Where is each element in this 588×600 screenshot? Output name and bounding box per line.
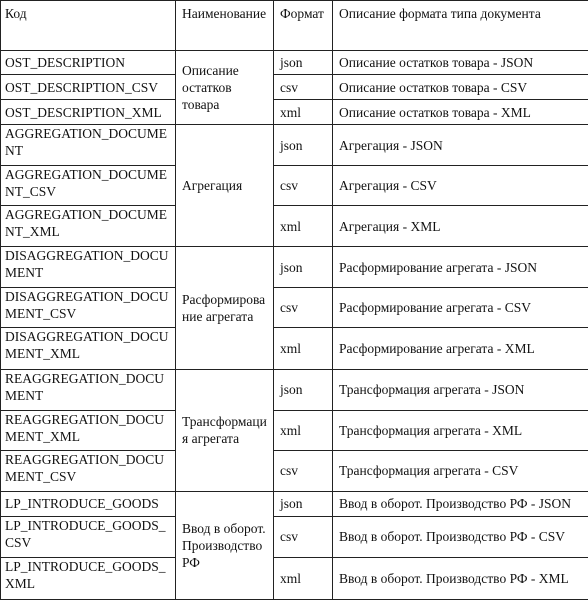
format-cell: json — [274, 247, 333, 288]
description-cell: Ввод в оборот. Производство РФ - XML — [333, 557, 588, 599]
format-cell: csv — [274, 75, 333, 100]
description-cell: Ввод в оборот. Производство РФ - CSV — [333, 516, 588, 557]
name-cell: Описание остатков товара — [176, 51, 274, 125]
code-cell: REAGGREGATION_DOCUMENT — [1, 369, 176, 410]
format-cell: csv — [274, 450, 333, 491]
code-cell: LP_INTRODUCE_GOODS — [1, 491, 176, 516]
format-cell: json — [274, 369, 333, 410]
name-cell: Агрегация — [176, 125, 274, 247]
description-cell: Трансформация агрегата - XML — [333, 410, 588, 450]
table-row — [1, 206, 588, 247]
code-cell: AGGREGATION_DOCUMENT — [1, 125, 176, 166]
name-cell: Ввод в оборот. Производство РФ — [176, 491, 274, 599]
format-cell: csv — [274, 516, 333, 557]
format-cell: json — [274, 491, 333, 516]
code-cell: LP_INTRODUCE_GOODS_CSV — [1, 516, 176, 557]
description-cell: Расформирование агрегата - XML — [333, 328, 588, 369]
header-row — [1, 1, 588, 51]
table-row — [1, 51, 588, 75]
description-cell: Описание остатков товара - XML — [333, 100, 588, 125]
code-cell: OST_DESCRIPTION_CSV — [1, 75, 176, 100]
description-cell: Описание остатков товара - JSON — [333, 51, 588, 75]
table-row — [1, 166, 588, 206]
description-cell: Агрегация - CSV — [333, 166, 588, 206]
format-cell: csv — [274, 166, 333, 206]
description-cell: Трансформация агрегата - CSV — [333, 450, 588, 491]
code-cell: DISAGGREGATION_DOCUMENT_CSV — [1, 288, 176, 328]
description-cell: Ввод в оборот. Производство РФ - JSON — [333, 491, 588, 516]
code-cell: OST_DESCRIPTION_XML — [1, 100, 176, 125]
format-cell: csv — [274, 288, 333, 328]
code-cell: REAGGREGATION_DOCUMENT_CSV — [1, 450, 176, 491]
name-cell: Расформирование агрегата — [176, 247, 274, 369]
description-cell: Описание остатков товара - CSV — [333, 75, 588, 100]
table-row — [1, 100, 588, 125]
code-cell: AGGREGATION_DOCUMENT_XML — [1, 206, 176, 247]
format-cell: xml — [274, 557, 333, 599]
table-row — [1, 491, 588, 516]
table-body — [1, 1, 588, 600]
format-cell: xml — [274, 410, 333, 450]
table-row — [1, 247, 588, 288]
header-description: Описание формата типа документа — [333, 1, 588, 51]
format-cell: xml — [274, 100, 333, 125]
header-format: Формат — [274, 1, 333, 51]
format-cell: json — [274, 125, 333, 166]
description-cell: Агрегация - XML — [333, 206, 588, 247]
table-row — [1, 557, 588, 599]
table-row — [1, 328, 588, 369]
format-cell: xml — [274, 328, 333, 369]
description-cell: Расформирование агрегата - CSV — [333, 288, 588, 328]
name-cell: Трансформация агрегата — [176, 369, 274, 491]
description-cell: Трансформация агрегата - JSON — [333, 369, 588, 410]
table-row — [1, 450, 588, 491]
header-name: Наименование — [176, 1, 274, 51]
code-cell: DISAGGREGATION_DOCUMENT_XML — [1, 328, 176, 369]
code-cell: DISAGGREGATION_DOCUMENT — [1, 247, 176, 288]
code-cell: REAGGREGATION_DOCUMENT_XML — [1, 410, 176, 450]
code-cell: OST_DESCRIPTION — [1, 51, 176, 75]
format-cell: json — [274, 51, 333, 75]
table-row — [1, 75, 588, 100]
table-row — [1, 410, 588, 450]
table-row — [1, 516, 588, 557]
format-cell: xml — [274, 206, 333, 247]
description-cell: Агрегация - JSON — [333, 125, 588, 166]
table-row — [1, 369, 588, 410]
description-cell: Расформирование агрегата - JSON — [333, 247, 588, 288]
table-row — [1, 125, 588, 166]
header-code: Код — [1, 1, 176, 51]
code-cell: AGGREGATION_DOCUMENT_CSV — [1, 166, 176, 206]
table-row — [1, 288, 588, 328]
code-cell: LP_INTRODUCE_GOODS_XML — [1, 557, 176, 599]
